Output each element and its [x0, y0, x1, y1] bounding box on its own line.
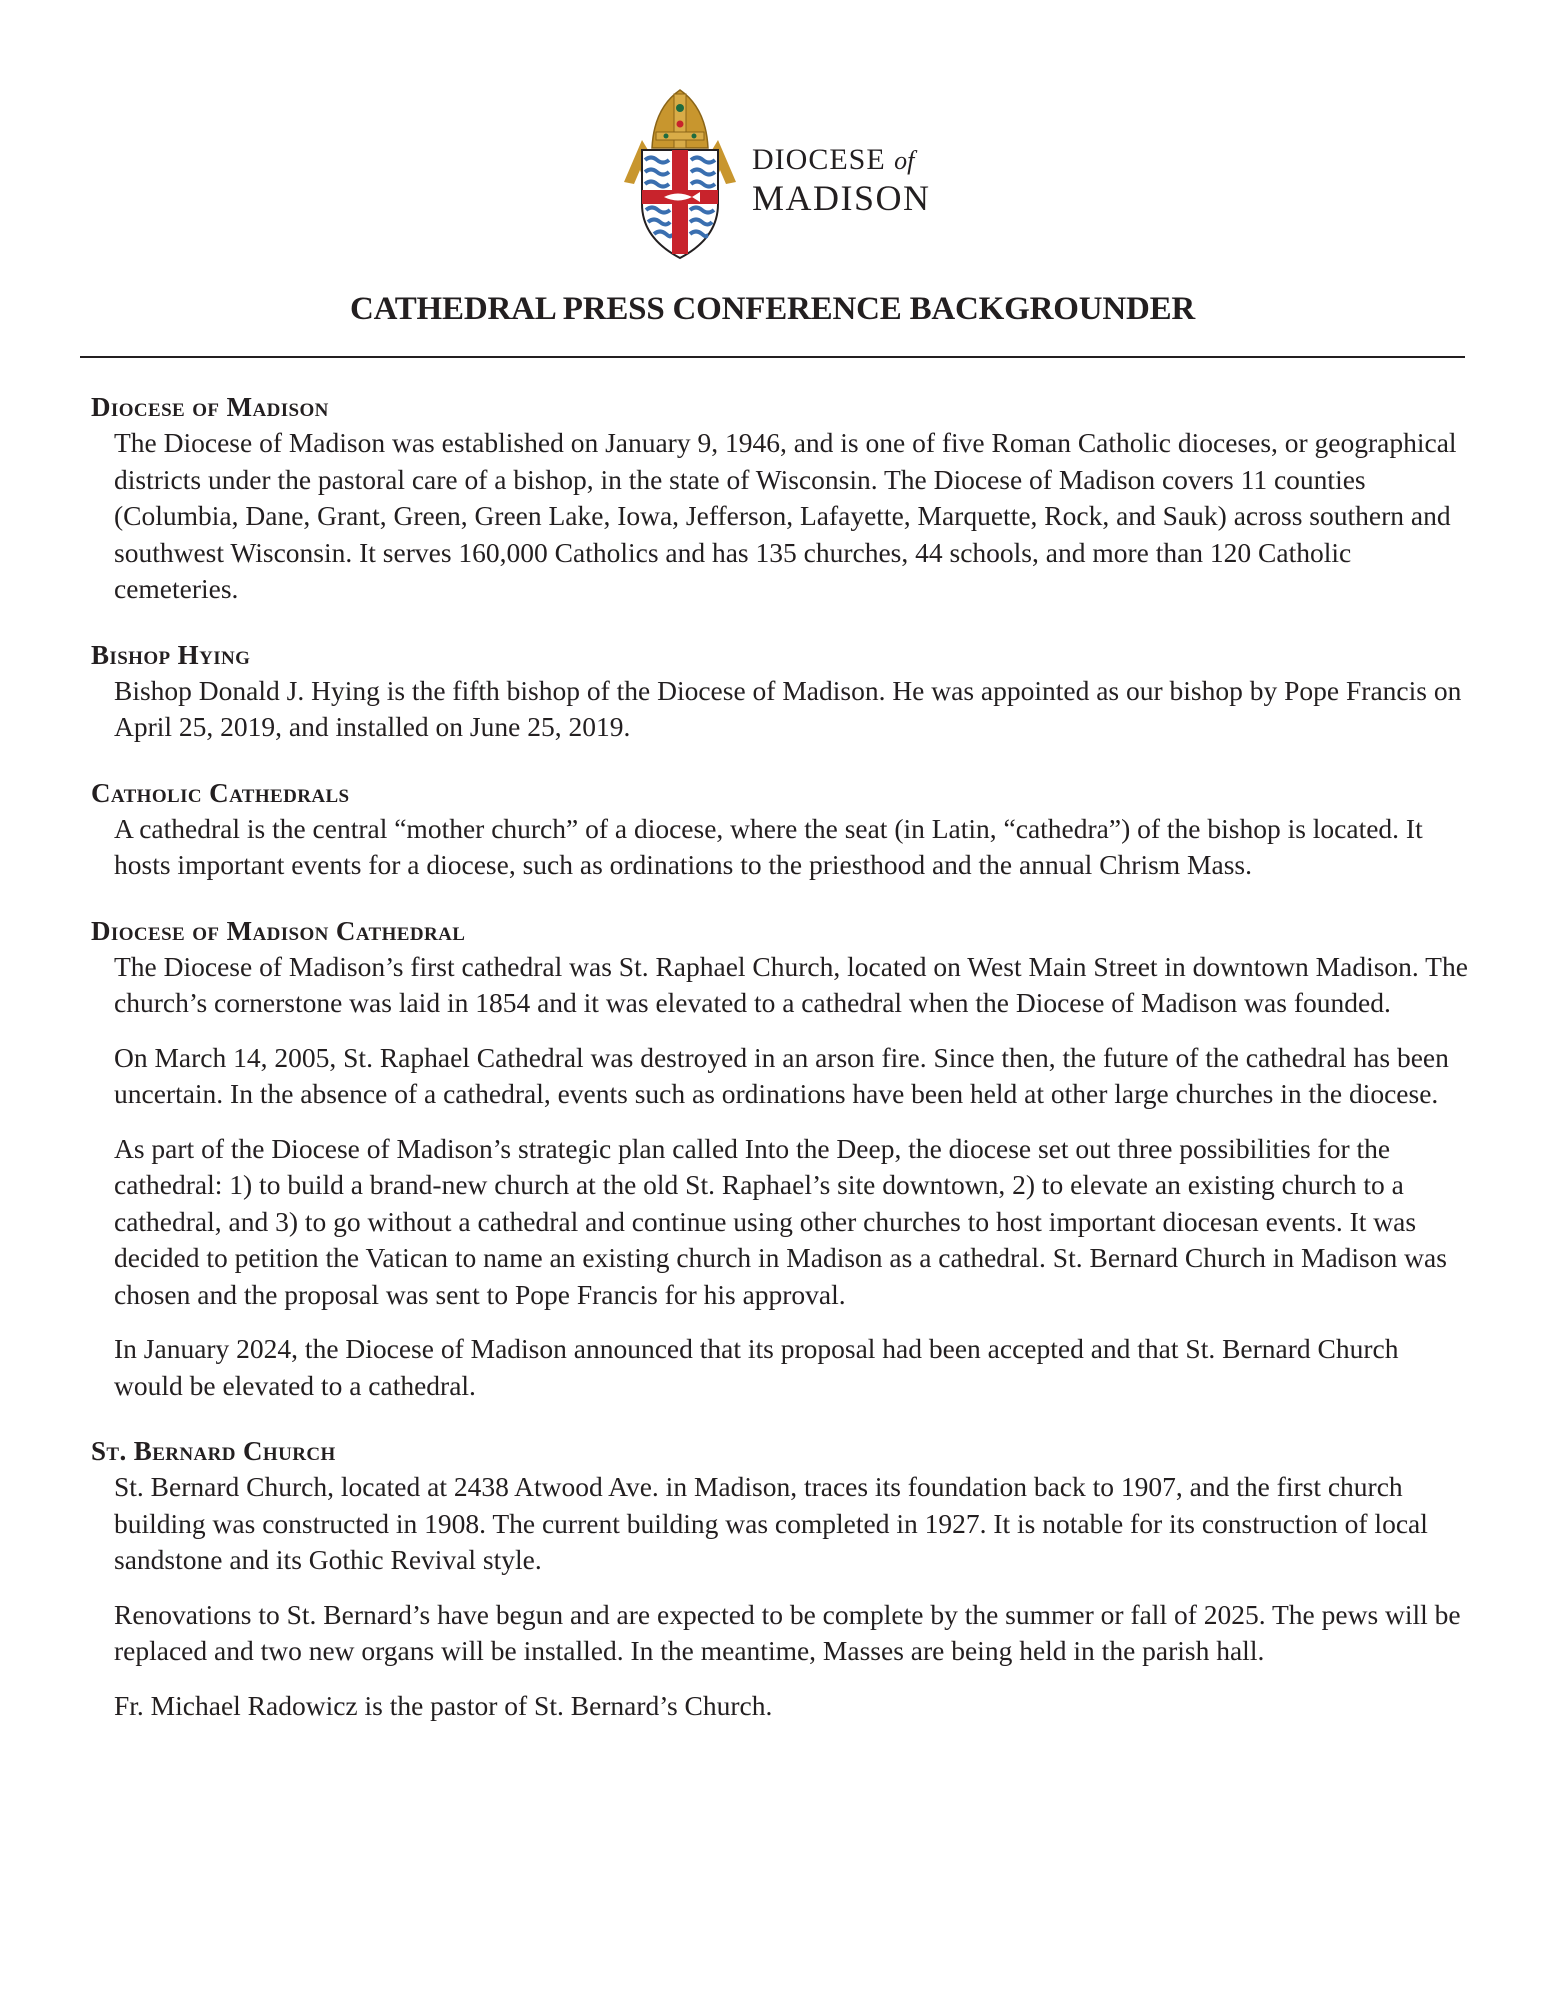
- section-paragraph: On March 14, 2005, St. Raphael Cathedral was destroyed in an arson fire. Since then, the future of the cathedral has been uncertain. In the absence of a cathedral, events such as ordinations have been held at other large churches in the diocese.: [114, 1041, 1449, 1109]
- section-paragraph: Renovations to St. Bernard’s have begun and are expected to be complete by the summer or fall of 2025. The pews will be replaced and two new organs will be installed. In the meantime, Masses are being held in the parish hall.: [114, 1598, 1461, 1666]
- section-paragraph: As part of the Diocese of Madison’s strategic plan called Into the Deep, the diocese set out three possibilities for the cathedral: 1) to build a brand-new church at the old St. Raphael’s site downtown, 2) to elevate an existing church to a cathedral, and 3) to go without a cathedral and continue using other churches to host important diocesan events. It was decided to petition the Vatican to name an existing church in Madison as a cathedral. St. Bernard Church in Madison was chosen and the proposal was sent to Pope Francis for his approval.: [114, 1132, 1447, 1310]
- section-paragraph: The Diocese of Madison’s first cathedral was St. Raphael Church, located on West Main Street in downtown Madison. The church’s cornerstone was laid in 1854 and it was elevated to a cathedral when the Diocese of Madison was founded.: [114, 950, 1468, 1018]
- section-paragraph: Bishop Donald J. Hying is the fifth bishop of the Diocese of Madison. He was appointed as our bishop by Pope Francis on April 25, 2019, and installed on June 25, 2019.: [114, 674, 1462, 742]
- section-paragraph: Fr. Michael Radowicz is the pastor of St. Bernard’s Church.: [114, 1689, 773, 1721]
- section-heading: Bishop Hying: [91, 639, 251, 670]
- section-heading: Catholic Cathedrals: [91, 777, 350, 808]
- section-paragraph: The Diocese of Madison was established on January 9, 1946, and is one of five Roman Catholic dioceses, or geographical districts under the pastoral care of a bishop, in the state of Wisconsin. The Diocese of Madison covers 11 counties (Columbia, Dane, Grant, Green, Green Lake, Iowa, Jefferson, Lafayette, Marquette, Rock, and Sauk) across southern and southwest Wisconsin. It serves 160,000 Catholics and has 135 churches, 44 schools, and more than 120 Catholic cemeteries.: [114, 427, 1457, 604]
- title-divider: [80, 356, 1465, 358]
- section-heading: Diocese of Madison: [91, 392, 329, 422]
- document-title: CATHEDRAL PRESS CONFERENCE BACKGROUNDER: [349, 291, 1196, 327]
- wordmark-madison: MADISON: [752, 178, 931, 218]
- section-diocese-of-madison-cathedral: [91, 913, 1471, 1405]
- section-bishop-hying: [91, 637, 1471, 746]
- document-body: [91, 389, 1471, 1753]
- section-paragraph: St. Bernard Church, located at 2438 Atwood Ave. in Madison, traces its foundation back to 1907, and the first church building was constructed in 1908. The current building was completed in 1927. It is notable for its construction of local sandstone and its Gothic Revival style.: [114, 1471, 1428, 1575]
- section-st-bernard-church: [91, 1433, 1471, 1724]
- section-paragraph: In January 2024, the Diocese of Madison announced that its proposal had been accepted and that St. Bernard Church would be elevated to a cathedral.: [114, 1333, 1399, 1401]
- section-heading: Diocese of Madison Cathedral: [91, 915, 466, 946]
- section-paragraph: A cathedral is the central “mother church” of a diocese, where the seat (in Latin, “cathedra”) of the bishop is located. It hosts important events for a diocese, such as ordinations to the priesthood and the annual Chrism Mass.: [114, 812, 1423, 880]
- section-catholic-cathedrals: [91, 775, 1471, 884]
- diocese-crest-icon: [620, 86, 740, 262]
- wordmark-diocese: DIOCESE: [752, 143, 886, 176]
- section-heading: St. Bernard Church: [91, 1436, 336, 1466]
- wordmark-of: of: [894, 146, 915, 175]
- section-diocese-of-madison: [91, 389, 1471, 608]
- diocese-wordmark: [752, 142, 932, 217]
- diocese-logo: [620, 86, 930, 262]
